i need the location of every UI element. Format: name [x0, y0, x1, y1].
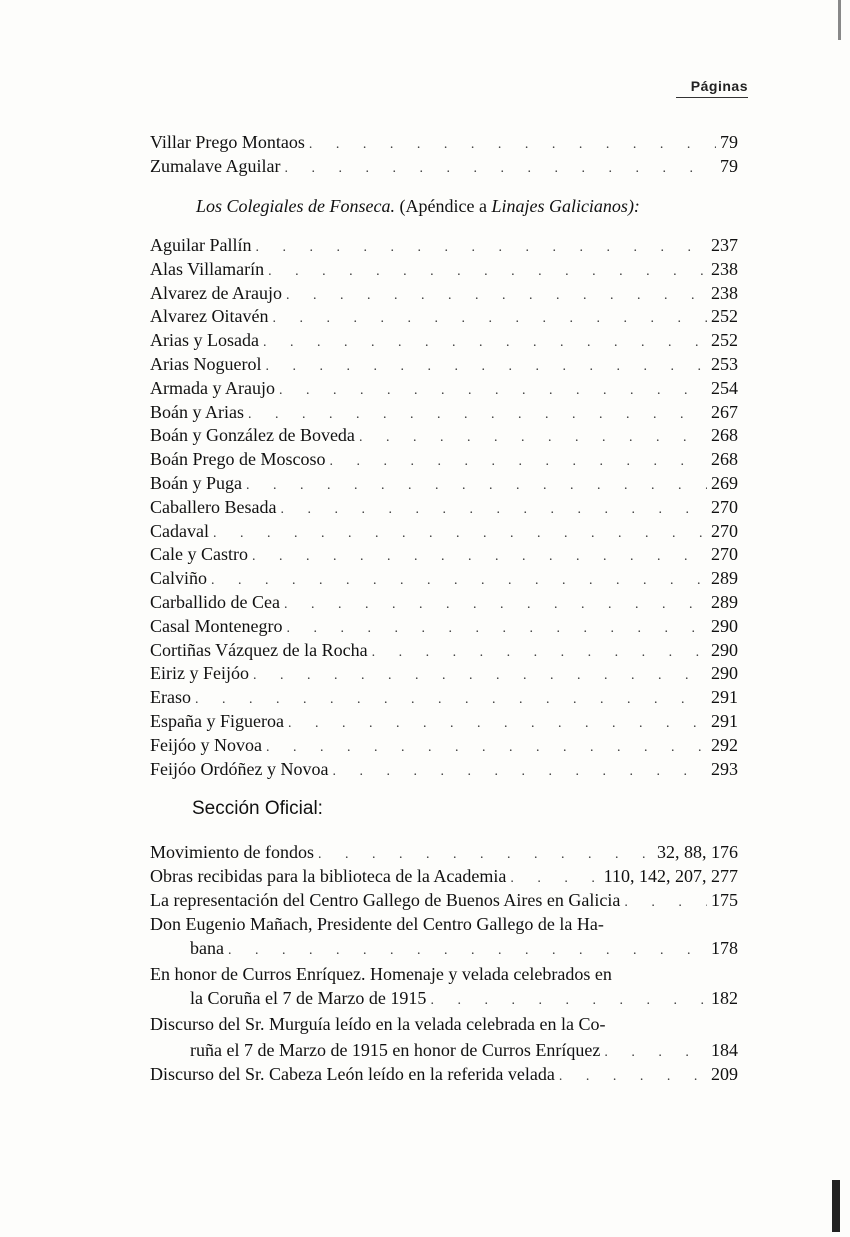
- entry-name: Obras recibidas para la biblioteca de la Academia: [150, 866, 507, 886]
- index-entry: [150, 400, 738, 424]
- pages-column-header: Páginas: [676, 78, 748, 98]
- index-entry: [150, 233, 738, 257]
- subheading-ref: Linajes Galicianos):: [491, 196, 640, 216]
- index-entry: [150, 423, 738, 447]
- index-entry: [150, 733, 738, 757]
- entry-name-cont: bana: [190, 938, 224, 958]
- entry-name: Don Eugenio Mañach, Presidente del Centro Gallego de la Ha-: [150, 914, 604, 934]
- official-entry-line2: [190, 986, 738, 1010]
- index-entry: [150, 590, 738, 614]
- entry-page: 289: [711, 568, 738, 589]
- official-entry-line2: [190, 1038, 738, 1062]
- entry-name: Cale y Castro: [150, 544, 248, 565]
- entry-page: 270: [711, 520, 738, 541]
- entry-name: Boán y Puga: [150, 473, 242, 493]
- entry-page: 290: [711, 639, 738, 660]
- entry-page: 238: [711, 282, 738, 303]
- entry-page: 291: [711, 687, 738, 708]
- entry-name: Cortiñas Vázquez de la Rocha: [150, 639, 368, 660]
- entry-page: 270: [711, 496, 738, 517]
- index-entry: [150, 257, 738, 281]
- subheading-title: Los Colegiales de Fonseca.: [196, 196, 395, 216]
- entry-name: Feijóo y Novoa: [150, 734, 262, 755]
- official-entry: [150, 888, 738, 912]
- official-entry: [150, 840, 738, 864]
- index-entry: [150, 281, 738, 305]
- entry-name: Aguilar Pallín: [150, 235, 252, 255]
- entry-name: Boán Prego de Moscoso: [150, 449, 326, 470]
- entry-page: 254: [711, 377, 738, 398]
- entry-page: 290: [711, 663, 738, 684]
- index-entry: [150, 376, 738, 400]
- index-entry: [150, 328, 738, 352]
- entry-page: 182: [711, 988, 738, 1008]
- index-entry: [150, 519, 738, 543]
- entry-page: 293: [711, 758, 738, 779]
- leader-dots: [228, 939, 707, 963]
- entry-name: Boán y González de Boveda: [150, 425, 355, 446]
- official-entry-line1: [150, 912, 738, 936]
- entry-page: 291: [711, 711, 738, 731]
- entry-name: En honor de Curros Enríquez. Homenaje y velada celebrados en: [150, 964, 612, 984]
- entry-name: Casal Montenegro: [150, 615, 283, 636]
- entry-name: Armada y Araujo: [150, 377, 275, 398]
- official-entry-line2: [190, 936, 738, 960]
- entry-name: Calviño: [150, 568, 207, 589]
- index-entry: [150, 495, 738, 519]
- entry-page: 270: [711, 544, 738, 565]
- index-entry: [150, 757, 738, 781]
- entry-page: 32, 88, 176: [657, 842, 738, 862]
- entry-name-cont: la Coruña el 7 de Marzo de 1915: [190, 988, 427, 1008]
- entry-name: Eiriz y Feijóo: [150, 663, 249, 684]
- index-entry: [150, 709, 738, 733]
- index-entry: [150, 447, 738, 471]
- entry-name-cont: ruña el 7 de Marzo de 1915 en honor de Curros Enríquez: [190, 1040, 601, 1060]
- index-entry: [150, 638, 738, 662]
- entry-page: 237: [711, 235, 738, 255]
- fonseca-subheading: [196, 196, 640, 217]
- entry-page: 269: [711, 473, 738, 493]
- index-entry: [150, 352, 738, 376]
- entry-name: Eraso: [150, 687, 191, 708]
- index-entry: [150, 304, 738, 328]
- entry-page: 178: [711, 938, 738, 958]
- index-entry: [150, 154, 738, 178]
- entry-name: Alas Villamarín: [150, 258, 265, 279]
- entry-page: 292: [711, 734, 738, 755]
- scan-edge-mark: [838, 0, 841, 40]
- entry-page: 290: [711, 615, 738, 636]
- scan-edge-mark: [832, 1180, 840, 1232]
- entry-page: 252: [711, 306, 738, 327]
- entry-page: 289: [711, 592, 738, 612]
- entry-page: 79: [720, 132, 738, 152]
- index-entry: [150, 542, 738, 566]
- entry-name: España y Figueroa: [150, 711, 284, 731]
- leader-dots: [332, 760, 707, 784]
- section-title: Sección Oficial:: [192, 798, 323, 819]
- official-entry-line1: [150, 962, 738, 986]
- entry-name: Feijóo Ordóñez y Novoa: [150, 758, 329, 779]
- index-entry: [150, 661, 738, 685]
- entry-name: Alvarez de Araujo: [150, 282, 282, 303]
- entry-name: Carballido de Cea: [150, 592, 280, 612]
- index-entry: [150, 566, 738, 590]
- entry-name: Boán y Arias: [150, 401, 244, 422]
- entry-page: 175: [711, 890, 738, 910]
- entry-page: 267: [711, 401, 738, 422]
- entry-page: 110, 142, 207, 277: [603, 866, 738, 886]
- entry-page: 238: [711, 258, 738, 279]
- entry-page: 209: [711, 1064, 738, 1084]
- entry-name: Alvarez Oitavén: [150, 306, 269, 327]
- official-entry: [150, 864, 738, 888]
- entry-name: Movimiento de fondos: [150, 842, 314, 862]
- official-entry-line1: [150, 1012, 738, 1036]
- index-entry: [150, 130, 738, 154]
- entry-page: 253: [711, 354, 738, 374]
- entry-name: Caballero Besada: [150, 496, 277, 517]
- entry-name: Arias Noguerol: [150, 354, 262, 374]
- entry-name: Discurso del Sr. Murguía leído en la velada celebrada en la Co-: [150, 1014, 606, 1034]
- index-entry: [150, 685, 738, 709]
- index-entry: [150, 614, 738, 638]
- entry-name: Discurso del Sr. Cabeza León leído en la referida velada: [150, 1064, 555, 1084]
- official-entry: [150, 1062, 738, 1086]
- entry-name: Arias y Losada: [150, 330, 259, 351]
- entry-page: 184: [711, 1040, 738, 1060]
- leader-dots: [559, 1065, 707, 1089]
- entry-page: 268: [711, 425, 738, 446]
- index-entry: [150, 471, 738, 495]
- leader-dots: [284, 157, 716, 181]
- entry-page: 268: [711, 449, 738, 470]
- entry-name: Cadaval: [150, 520, 209, 541]
- leader-dots: [430, 989, 707, 1013]
- entry-name: Zumalave Aguilar: [150, 156, 281, 176]
- entry-name: La representación del Centro Gallego de Buenos Aires en Galicia: [150, 890, 621, 910]
- entry-name: Villar Prego Montaos: [150, 132, 305, 152]
- subheading-plain: (Apéndice a: [399, 196, 487, 216]
- entry-page: 252: [711, 330, 738, 351]
- entry-page: 79: [720, 156, 738, 176]
